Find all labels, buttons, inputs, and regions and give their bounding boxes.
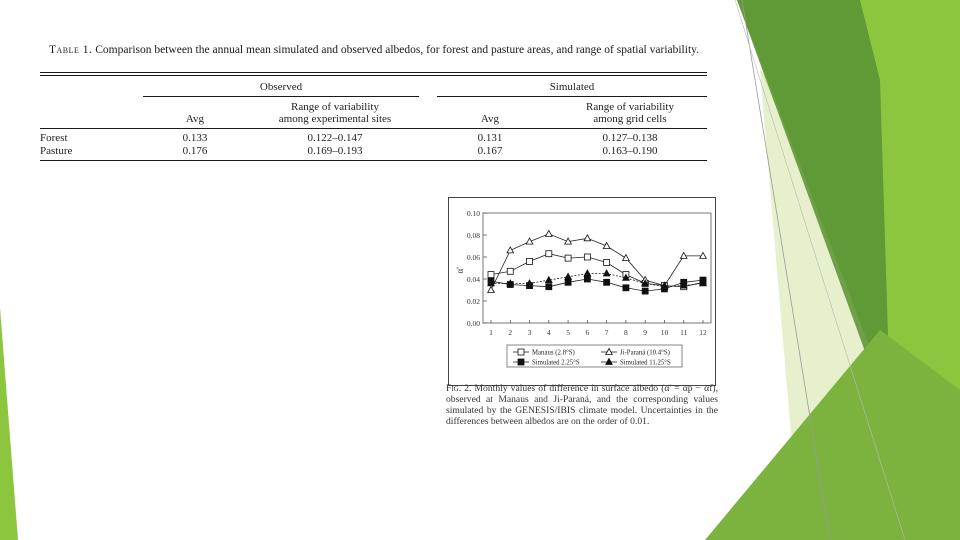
x-tick-label: 1 (489, 328, 493, 337)
data-point (488, 287, 495, 293)
x-tick-label: 6 (585, 328, 590, 337)
data-point (642, 288, 648, 294)
data-point (507, 247, 514, 253)
x-tick-label: 11 (680, 328, 688, 337)
table-top-rule (40, 72, 707, 73)
data-point (584, 254, 590, 260)
data-point (507, 268, 513, 274)
group-rule-observed (143, 96, 419, 97)
data-point (604, 279, 610, 285)
series-line-3 (491, 279, 703, 291)
table-top-rule-2 (40, 75, 707, 76)
table-cell: 0.131 (477, 132, 503, 144)
data-point (623, 285, 629, 291)
legend-marker (518, 359, 524, 365)
group-header-observed: Observed (259, 81, 303, 93)
data-point (603, 270, 610, 276)
table-cell: 0.122–0.147 (307, 132, 363, 144)
y-tick-label: 0.04 (466, 275, 480, 284)
col-header-obs-range: among experimental sites (278, 113, 392, 125)
data-point (565, 255, 571, 261)
series-line-1 (491, 254, 703, 287)
series-line-2 (491, 234, 703, 290)
x-tick-label: 5 (566, 328, 570, 337)
legend-label: Manaus (2.8°S) (532, 349, 575, 357)
table-cell: 0.127–0.138 (602, 132, 658, 144)
data-point (680, 252, 687, 258)
legend-marker (518, 349, 524, 355)
x-tick-label: 9 (643, 328, 648, 337)
left-edge-accent-shape (0, 308, 18, 540)
table-caption-text: Comparison between the annual mean simulated and observed albedos, for forest and pasture areas, and range of spatial variability. (95, 44, 700, 56)
table-cell: 0.169–0.193 (307, 145, 363, 157)
data-point (584, 276, 590, 282)
data-point (546, 230, 553, 236)
figure-label: Fig. 2. (446, 383, 472, 394)
group-header-simulated: Simulated (549, 81, 595, 93)
figure-caption-text: Monthly values of difference in surface albedo (α' = αp − αf), observed at Manaus and Ji-Paraná, and the corresponding values simulated by the GENESIS/IBIS climate model. Uncertainties in the differences between albedos are on the order of 0.01. (446, 383, 718, 427)
y-tick-label: 0.10 (466, 209, 480, 218)
data-point (584, 270, 591, 276)
legend-label: Simulated 2.25°S (532, 359, 580, 367)
col-header-sim-avg: Avg (480, 113, 500, 125)
x-tick-label: 3 (527, 328, 532, 337)
x-tick-label: 2 (508, 328, 513, 337)
group-rule-simulated (437, 96, 707, 97)
table-caption (40, 44, 708, 57)
col-header-line1: Range of variability (291, 101, 379, 113)
data-point (527, 258, 533, 264)
table-bottom-rule (40, 160, 707, 161)
x-tick-label: 12 (699, 328, 707, 337)
data-point (488, 272, 494, 278)
figure-panel (448, 197, 716, 386)
table-cell: 0.176 (182, 145, 208, 157)
x-tick-label: 10 (660, 328, 669, 337)
data-point (700, 252, 707, 258)
data-point (604, 260, 610, 266)
col-header-obs-avg: Avg (185, 113, 205, 125)
y-tick-label: 0.02 (466, 297, 480, 306)
col-header-sim-range: among grid cells (593, 113, 667, 125)
x-tick-label: 8 (624, 328, 628, 337)
col-header-line1: Range of variability (586, 101, 674, 113)
figure-caption (446, 383, 718, 427)
legend-label: Ji-Paraná (10.4°S) (620, 349, 670, 357)
albedo-difference-chart (449, 198, 715, 385)
data-point (623, 255, 630, 261)
row-label-forest: Forest (40, 132, 68, 144)
y-tick-label: 0.08 (466, 231, 480, 240)
data-point (584, 235, 591, 241)
table-cell: 0.163–0.190 (602, 145, 658, 157)
y-tick-label: 0.06 (466, 253, 480, 262)
table-cell: 0.133 (182, 132, 208, 144)
table-cell: 0.167 (477, 145, 503, 157)
data-point (546, 284, 552, 290)
table-header-rule (40, 128, 707, 129)
x-tick-label: 7 (604, 328, 609, 337)
y-tick-label: 0.00 (466, 319, 480, 328)
data-point (565, 273, 572, 279)
row-label-pasture: Pasture (40, 145, 73, 157)
x-tick-label: 4 (546, 328, 551, 337)
y-axis-label: α' (455, 267, 465, 274)
table-label: Table 1. (48, 44, 93, 56)
data-point (565, 279, 571, 285)
legend-label: Simulated 11.25°S (620, 359, 671, 367)
data-point (546, 251, 552, 257)
